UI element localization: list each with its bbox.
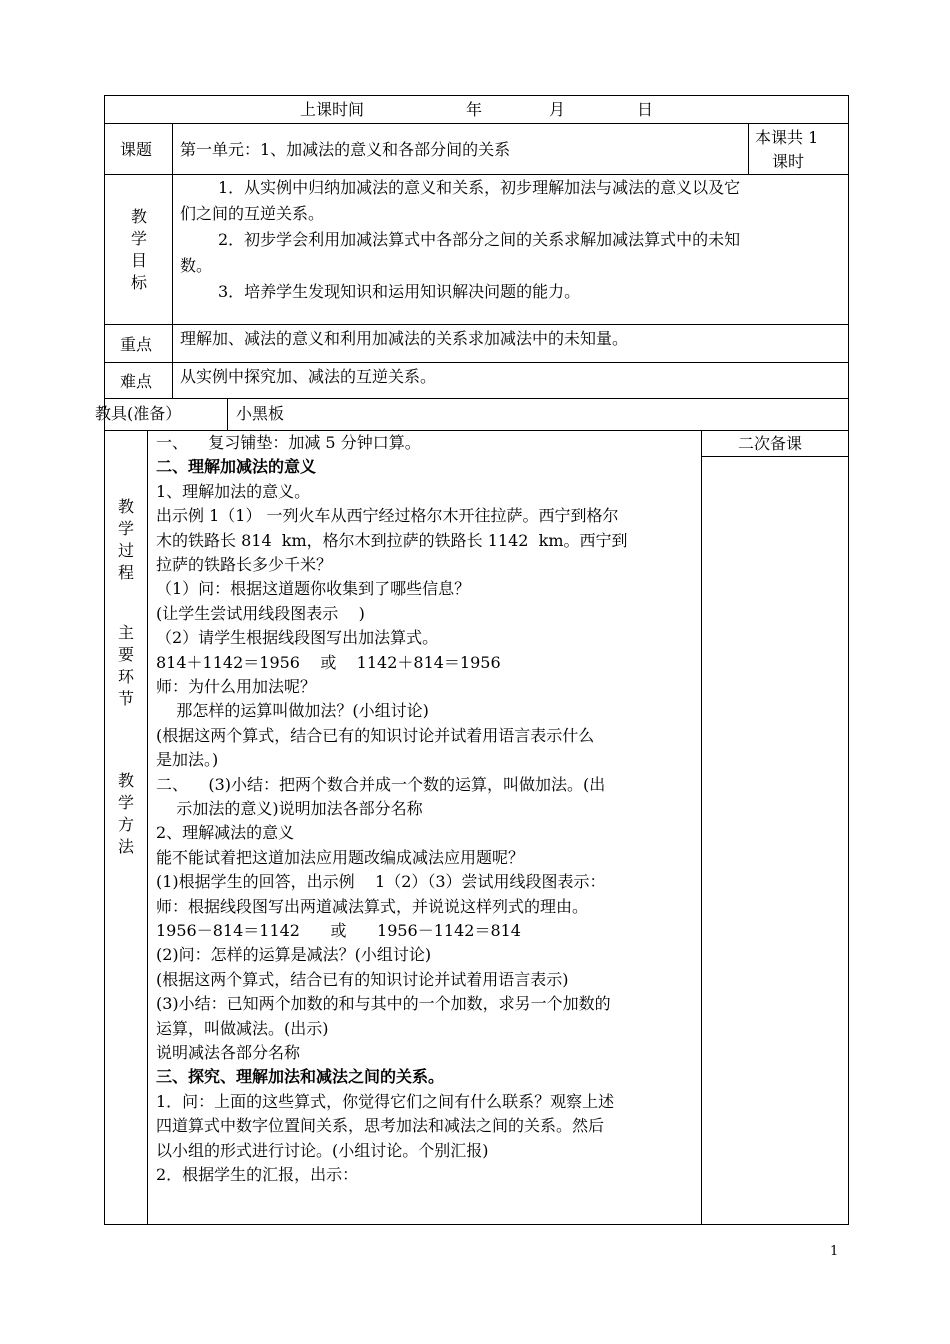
- topic-value: 第一单元：1、加减法的意义和各部分间的关系: [180, 140, 511, 159]
- objective-line: 2．初步学会利用加减法算式中各部分之间的关系求解加减法算式中的未知: [218, 230, 741, 249]
- objective-line: 3．培养学生发现知识和运用知识解决问题的能力。: [218, 282, 581, 301]
- process-line: 1．问：上面的这些算式，你觉得它们之间有什么联系？观察上述: [156, 1091, 615, 1111]
- process-line: 814＋1142＝1956 或 1142＋814＝1956: [156, 652, 501, 672]
- process-line: 木的铁路长 814 km，格尔木到拉萨的铁路长 1142 km。西宁到: [156, 530, 628, 550]
- process-line: 能不能试着把这道加法应用题改编成减法应用题呢？: [156, 847, 525, 867]
- process-line: 四道算式中数字位置间关系，思考加法和减法之间的关系。然后: [156, 1116, 605, 1136]
- key-point-label: 重点: [120, 335, 153, 354]
- process-line: 1956－814＝1142 或 1956－1142＝814: [156, 921, 521, 940]
- process-line: 二、 (3)小结：把两个数合并成一个数的运算，叫做加法。(出: [156, 774, 606, 794]
- process-line: (3)小结：已知两个加数的和与其中的一个加数，求另一个加数的: [156, 994, 611, 1014]
- topic-label: 课题: [120, 140, 153, 159]
- process-line: （2）请学生根据线段图写出加法算式。: [156, 628, 439, 648]
- page-number: 1: [830, 1244, 839, 1259]
- table-border-top: [104, 95, 849, 96]
- process-line: 2．根据学生的汇报，出示：: [156, 1165, 359, 1184]
- materials-value: 小黑板: [236, 404, 285, 423]
- process-line: 三、探究、理解加法和减法之间的关系。: [156, 1067, 445, 1087]
- table-border-right: [848, 95, 849, 1224]
- col-divider: [227, 398, 228, 430]
- objective-line: 1．从实例中归纳加减法的意义和关系，初步理解加法与减法的意义以及它: [218, 178, 741, 197]
- process-line: （1）问：根据这道题你收集到了哪些信息？: [156, 579, 471, 599]
- process-line: (2)问：怎样的运算是减法？(小组讨论): [156, 945, 432, 965]
- objective-line: 数。: [180, 256, 213, 275]
- process-line: 出示例 1（1） 一列火车从西宁经过格尔木开往拉萨。西宁到格尔: [156, 506, 619, 526]
- row-divider: [104, 123, 849, 124]
- process-line: 师：为什么用加法呢？: [156, 677, 317, 696]
- process-body: [156, 430, 696, 1220]
- process-line: (根据这两个算式，结合已有的知识讨论并试着用语言表示什么: [156, 725, 595, 745]
- col-divider: [172, 123, 173, 398]
- main-steps-label: 主 要 环 节: [117, 623, 134, 708]
- methods-label: 教 学 方 法: [117, 771, 134, 856]
- hours-line1: 本课共 1: [755, 128, 819, 147]
- process-line: 示加法的意义)说明加法各部分名称: [156, 799, 423, 818]
- process-line: 一、 复习铺垫：加减 5 分钟口算。: [156, 433, 421, 452]
- materials-label: 教具(准备）: [95, 404, 182, 423]
- header-title: 上课时间: [300, 100, 365, 119]
- row-divider: [104, 174, 849, 175]
- process-line: 那怎样的运算叫做加法？(小组讨论): [156, 701, 429, 721]
- col-divider: [147, 430, 148, 1224]
- process-line: 师：根据线段图写出两道减法算式，并说说这样列式的理由。: [156, 896, 589, 916]
- row-divider: [104, 324, 849, 325]
- row-divider: [701, 456, 849, 457]
- process-line: (让学生尝试用线段图表示 ): [156, 603, 365, 623]
- process-line: (1)根据学生的回答，出示例 1（2）（3）尝试用线段图表示：: [156, 872, 606, 892]
- row-divider: [104, 362, 849, 363]
- process-line: (根据这两个算式，结合已有的知识讨论并试着用语言表示): [156, 969, 569, 989]
- difficulty-label: 难点: [120, 372, 153, 391]
- process-line: 二、理解加减法的意义: [156, 457, 317, 477]
- process-line: 说明减法各部分名称: [156, 1043, 301, 1062]
- process-line: 拉萨的铁路长多少千米？: [156, 555, 333, 574]
- difficulty-value: 从实例中探究加、减法的互逆关系。: [180, 367, 437, 386]
- process-line: 2、理解减法的意义: [156, 823, 295, 843]
- process-label: 教 学 过 程: [117, 497, 134, 582]
- col-divider: [701, 430, 702, 1224]
- col-divider: [748, 123, 749, 174]
- hours-line2: 课时: [772, 152, 805, 171]
- process-line: 1、理解加法的意义。: [156, 481, 311, 501]
- row-divider: [104, 398, 849, 399]
- header-month: 月: [549, 100, 566, 119]
- objectives-label: 教 学 目 标: [130, 207, 147, 292]
- process-line: 是加法。): [156, 750, 219, 770]
- header-year: 年: [466, 100, 483, 119]
- table-border-bottom: [104, 1224, 849, 1225]
- header-day: 日: [637, 100, 654, 119]
- process-line: 运算，叫做减法。(出示): [156, 1018, 329, 1038]
- process-line: 以小组的形式进行讨论。(小组讨论。个别汇报): [156, 1140, 489, 1160]
- table-border-left: [104, 95, 105, 1224]
- key-point-value: 理解加、减法的意义和利用加减法的关系求加减法中的未知量。: [180, 329, 629, 348]
- second-prep-header: 二次备课: [738, 434, 803, 453]
- objective-line: 们之间的互逆关系。: [180, 204, 325, 223]
